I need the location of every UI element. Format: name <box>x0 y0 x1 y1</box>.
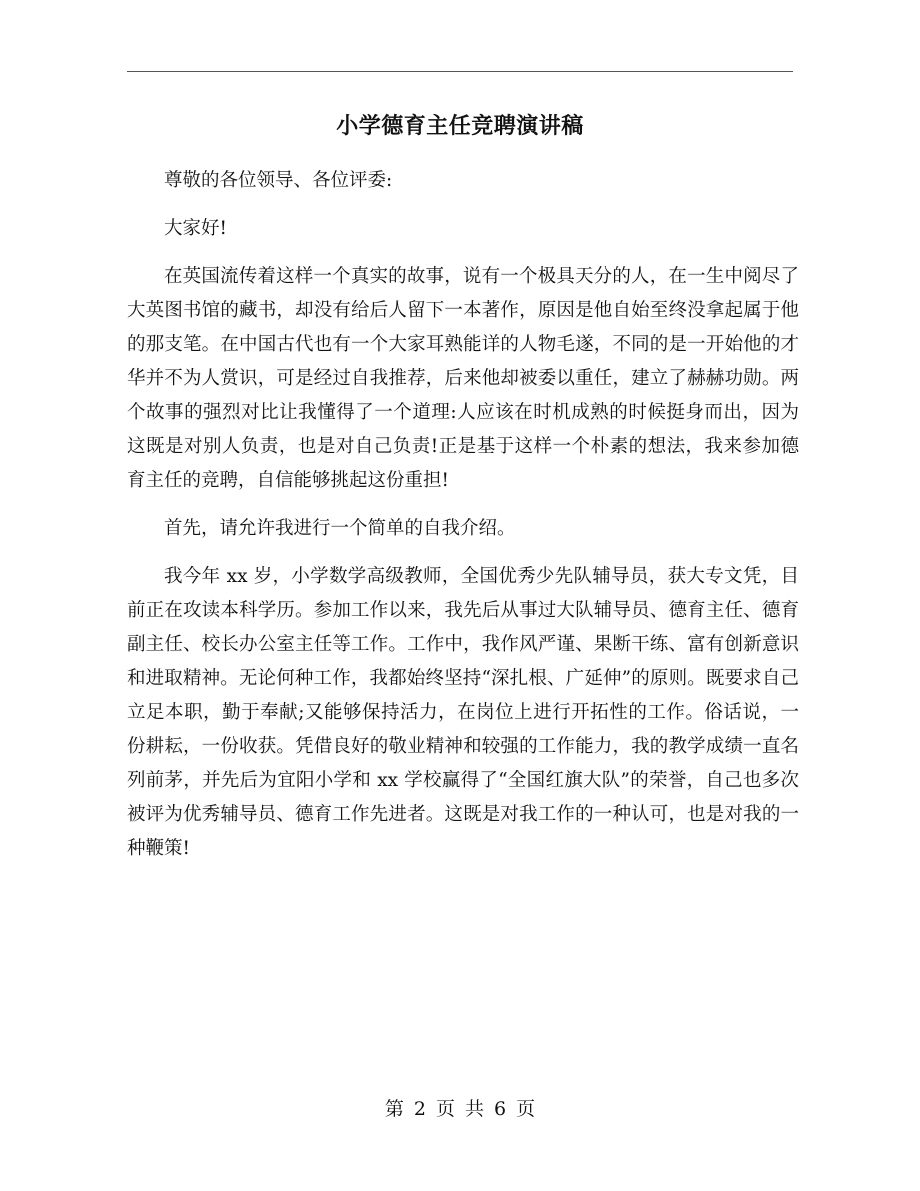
header-rule <box>127 71 793 72</box>
intro-paragraph: 首先，请允许我进行一个简单的自我介绍。 <box>164 518 516 539</box>
page-number: 第 2 页 共 6 页 <box>384 1098 536 1120</box>
salutation-paragraph: 尊敬的各位领导、各位评委: <box>164 170 393 191</box>
story-paragraph: 在英国流传着这样一个真实的故事，说有一个极具天分的人，在一生中阅尽了大英图书馆的藏书，却没有给后人留下一本著作，原因是他自始至终没拿起属于他的那支笔。在中国古代也有一个大家耳熟能详的人物毛遂，不同的是一开始他的才华并不为人赏识，可是经过自我推荐，后来他却被委以重任，建立了赫赫功勋。两个故事的强烈对比让我懂得了一个道理:人应该在时机成熟的时候挺身而出，因为这既是对别人负责，也是对自己负责!正是基于这样一个朴素的想法，我来参加德育主任的竞聘，自信能够挑起这份重担! <box>127 266 799 491</box>
document-body <box>127 164 799 880</box>
document-title: 小学德育主任竞聘演讲稿 <box>336 113 584 139</box>
self-introduction-paragraph: 我今年 xx 岁，小学数学高级教师，全国优秀少先队辅导员，获大专文凭，目前正在攻读本科学历。参加工作以来，我先后从事过大队辅导员、德育主任、德育副主任、校长办公室主任等工作。工作中，我作风严谨、果断干练、富有创新意识和进取精神。无论何种工作，我都始终坚持“深扎根、广延伸”的原则。既要求自己立足本职，勤于奉献;又能够保持活力，在岗位上进行开拓性的工作。俗话说，一份耕耘，一份收获。凭借良好的敬业精神和较强的工作能力，我的教学成绩一直名列前茅，并先后为宜阳小学和 xx 学校赢得了“全国红旗大队”的荣誉，自己也多次被评为优秀辅导员、德育工作先进者。这既是对我工作的一种认可，也是对我的一种鞭策! <box>127 566 799 859</box>
greeting-paragraph: 大家好! <box>164 218 227 239</box>
